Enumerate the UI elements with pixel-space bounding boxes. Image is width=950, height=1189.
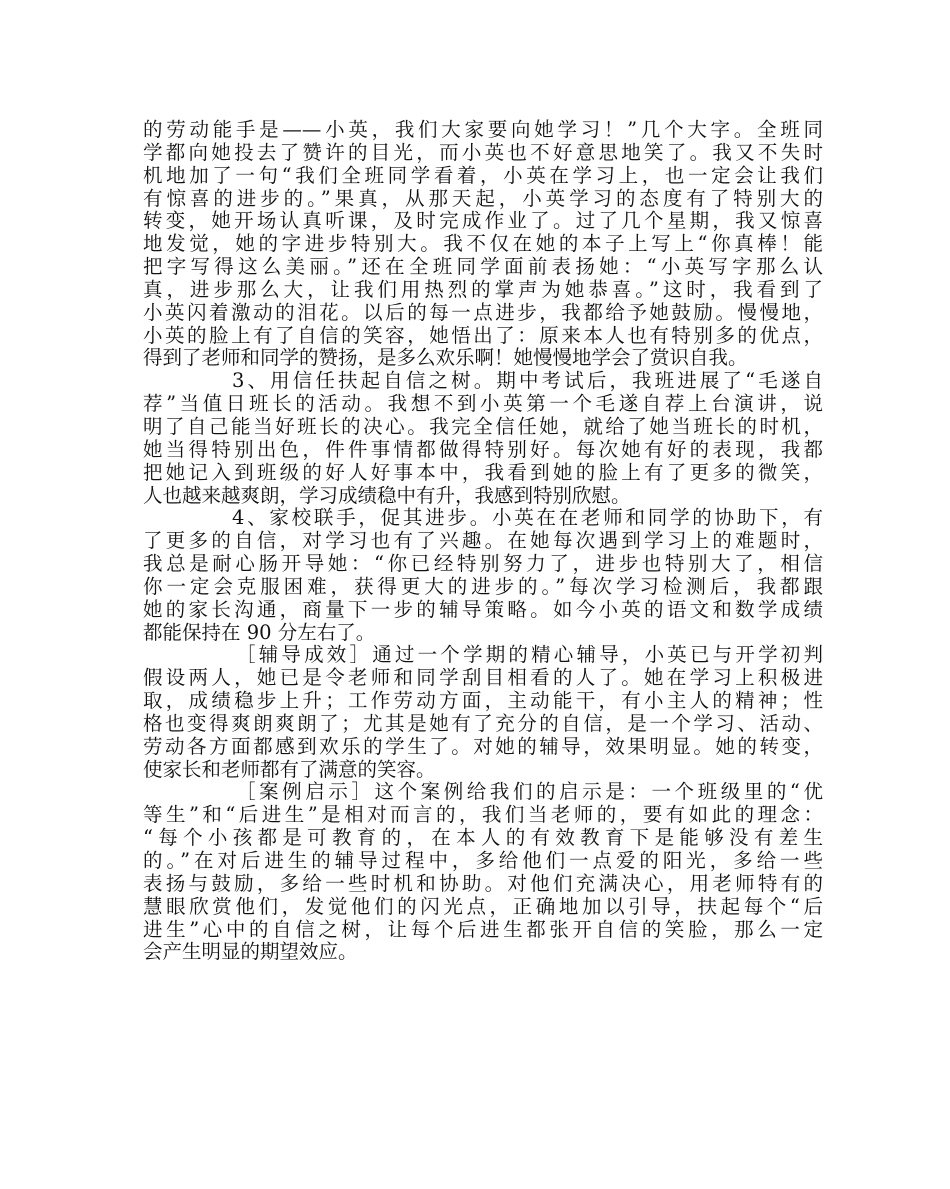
text-line: 慧眼欣赏他们，发觉他们的闪光点，正确地加以引导，扶起每个“后 [143,895,823,918]
text-line: 得到了老师和同学的赞扬，是多么欢乐啊！她慢慢地学会了赏识自我。 [143,346,748,370]
text-line: 小英的脸上有了自信的笑容，她悟出了：原来本人也有特别多的优点， [143,324,823,347]
text-line: 机地加了一句“我们全班同学看着，小英在学习上，也一定会让我们 [143,164,823,187]
paragraph-first-line: ［案例启示］这个案例给我们的启示是：一个班级里的“优 [236,781,823,804]
text-line: 明了自己能当好班长的决心。我完全信任她，就给了她当班长的时机， [143,415,823,438]
text-line: 的。”在对后进生的辅导过程中，多给他们一点爱的阳光，多给一些 [143,850,823,872]
text-line: 了更多的自信，对学习也有了兴趣。在她每次遇到学习上的难题时， [143,530,823,553]
text-line: “每个小孩都是可教育的，在本人的有效教育下是能够没有差生 [143,827,823,850]
text-line: 你一定会克服困难，获得更大的进步的。”每次学习检测后，我都跟 [143,575,823,598]
text-line: 都能保持在 90 分左右了。 [143,620,376,644]
text-line: 假设两人，她已是令老师和同学刮目相看的人了。她在学习上积极进 [143,667,823,690]
text-line: 等生”和“后进生”是相对而言的，我们当老师的，要有如此的理念： [143,804,823,827]
paragraph-first-line: 3、用信任扶起自信之树。期中考试后，我班进展了“毛遂自 [232,370,823,393]
text-line: 会产生明显的期望效应。 [143,940,358,964]
text-line: 转变，她开场认真听课，及时完成作业了。过了几个星期，我又惊喜 [143,210,823,233]
text-line: 她的家长沟通，商量下一步的辅导策略。如今小英的语文和数学成绩 [143,598,823,621]
text-line: 她当得特别出色，件件事情都做得特别好。每次她有好的表现，我都 [143,438,823,461]
document-body [143,119,823,964]
text-line: 的劳动能手是——小英，我们大家要向她学习！”几个大字。全班同 [143,119,823,141]
text-line: 表扬与鼓励，多给一些时机和协助。对他们充满决心，用老师特有的 [143,872,823,895]
text-line: 把她记入到班级的好人好事本中，我看到她的脸上有了更多的微笑， [143,461,823,484]
paragraph-first-line: ［辅导成效］通过一个学期的精心辅导，小英已与开学初判 [236,644,823,667]
text-line: 真，进步那么大，让我们用热烈的掌声为她恭喜。”这时，我看到了 [143,278,823,301]
text-line: 使家长和老师都有了满意的笑容。 [143,757,436,781]
text-line: 学都向她投去了赞许的目光，而小英也不好意思地笑了。我又不失时 [143,141,823,164]
text-line: 劳动各方面都感到欢乐的学生了。对她的辅导，效果明显。她的转变， [143,735,823,758]
text-line: 格也变得爽朗爽朗了；尤其是她有了充分的自信，是一个学习、活动、 [143,712,823,735]
text-line: 地发觉，她的字进步特别大。我不仅在她的本子上写上“你真棒！能 [143,233,823,256]
text-line: 人也越来越爽朗，学习成绩稳中有升，我感到特别欣慰。 [143,483,631,507]
paragraph-first-line: 4、家校联手，促其进步。小英在在老师和同学的协助下，有 [232,507,823,530]
text-line: 把字写得这么美丽。”还在全班同学面前表扬她：“小英写字那么认 [143,256,823,279]
text-line: 我总是耐心肠开导她：“你已经特别努力了，进步也特别大了，相信 [143,553,823,576]
text-line: 取，成绩稳步上升；工作劳动方面，主动能干，有小主人的精神；性 [143,690,823,713]
text-line: 有惊喜的进步的。”果真，从那天起，小英学习的态度有了特别大的 [143,187,823,210]
text-line: 进生”心中的自信之树，让每个后进生都张开自信的笑脸，那么一定 [143,918,823,941]
text-line: 小英闪着激动的泪花。以后的每一点进步，我都给予她鼓励。慢慢地， [143,301,823,324]
text-line: 荐”当值日班长的活动。我想不到小英第一个毛遂自荐上台演讲，说 [143,393,823,416]
